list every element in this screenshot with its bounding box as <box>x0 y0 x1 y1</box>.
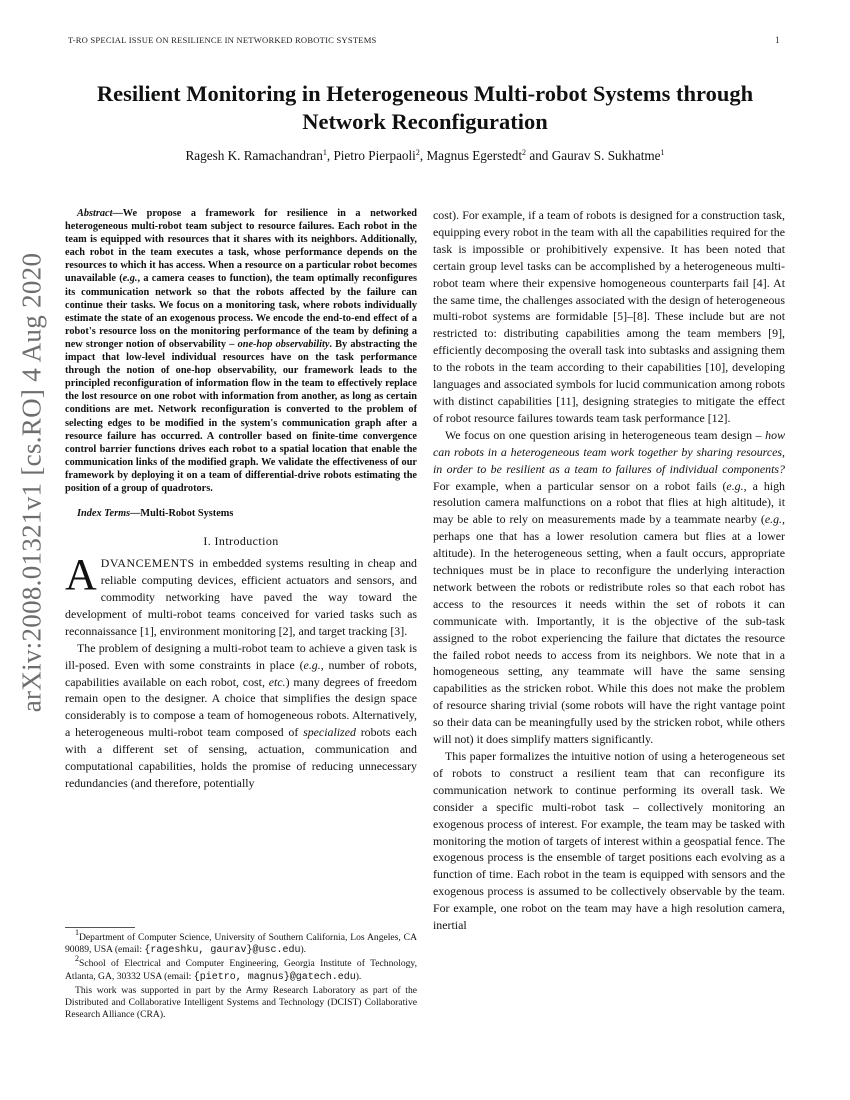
intro-p2-text-d: robots each with a different set of sensing, actuation, communication and computational capabilities, holds the promise of reducing unnecessary redundancies (and therefore, potentially <box>65 725 417 790</box>
title-block <box>70 80 780 164</box>
abstract-lead: Abstract <box>77 208 113 219</box>
abstract-text-2: , a camera ceases to function), the team optimally reconfigures its communication network so that the robots affected by the failure can continue their tasks. We focus on a monitoring task, where robots individually estimate the state of an exogenous process. We encode the end-to-end effect of a robot's resource loss on the monitoring performance of the team by defining a new stronger notion of observability – <box>65 273 417 350</box>
affiliation-mark: 2 <box>522 148 527 157</box>
footnote-mark: 2 <box>75 954 79 964</box>
running-head: T-RO SPECIAL ISSUE ON RESILIENCE IN NETWORKED ROBOTIC SYSTEMS <box>68 35 377 45</box>
author-separator: , <box>419 148 427 163</box>
right-p2-text-d: perhaps one that has a lower resolution camera but flies at a lower altitude). In the heterogeneous setting, when a fault occurs, appropriate techniques must be in place to reconfigure the underlying interaction network between the robots or redistribute roles so that each robot has access to the resources it needs within the set of robots it can communicate with. Importantly, it is the objective of the sub-task assigned to the robot experiencing the failure that dictates the resource the failed robot needs to access from its neighbors. We note that in a homogeneous setting, any teammate will have the same sensing capabilities as the stricken robot. While this does not make the problem of resource sharing trivial (some robots will have the right vantage point so their data can be meaningfully used by the stricken robot, while others will not) it does simplify matters significantly. <box>433 529 785 747</box>
footnote-funding: This work was supported in part by the Army Research Laboratory as part of the Distributed and Collaborative Intelligent Systems and Technology (DCIST) Collaborative Research Alliance (CRA). <box>65 984 417 1021</box>
footnote-2-text-a: School of Electrical and Computer Engineering, Georgia Institute of Technology, Atlanta, GA, 30332 USA (email: <box>65 958 417 982</box>
affiliation-mark: 1 <box>660 148 665 157</box>
author-conjunction: and <box>526 148 552 163</box>
intro-p2-specialized: specialized <box>303 725 356 740</box>
right-paragraph-1: cost). For example, if a team of robots is designed for a construction task, equipping every robot in the team with all the capabilities required for the task is impossible or prohibitively expensive. It has been noted that certain group level tasks can be accomplished by a heterogeneous multi-robot team where their expensive homogeneous counterparts fail [4]. At the same time, the challenges associated with the design of heterogeneous multi-robot systems are formidable [5]–[8]. These include but are not restricted to: distributing capabilities among the team members [9], efficiently decomposing the overall task into subtasks and assigning them to the robots in the team according to their capabilities [10], developing languages and associated symbols for lucid communication among robots with distinct capabilities [11], designing strategies to mitigate the effect of robot resource failures towards team task performance [12]. <box>433 208 785 425</box>
abstract-text-1: —We propose a framework for resilience in a networked heterogeneous multi-robot team subject to resource failures. Each robot in the team is equipped with resources that it shares with its neighbors. Additionally, each robot in the team executes a task, whose performance depends on the resources to which it has access. When a resource on a particular robot becomes unavailable ( <box>65 208 417 285</box>
intro-paragraph-1 <box>65 550 417 640</box>
right-p2-eg-2: e.g., <box>764 512 785 527</box>
author-1: Ragesh K. Ramachandran <box>185 148 323 163</box>
research-question: how can robots in a heterogeneous team work together by sharing resources, in order to be resilient as a team to failures of individual components? <box>433 427 785 476</box>
footnotes <box>65 927 417 1022</box>
intro-p2-etc: etc. <box>268 674 286 689</box>
right-paragraph-2 <box>433 427 785 748</box>
index-terms <box>65 507 417 520</box>
right-paragraph-3: This paper formalizes the intuitive notion of using a heterogeneous set of robots to construct a resilient team that can reconfigure its communication network to continue performing its overall task. We consider a specific multi-robot task – collectively monitoring an exogenous process of interest. For example, the team may be tasked with monitoring the motion of targets of interest within a geospatial fence. The exogenous process is the ensemble of target positions each evolving as a function of time. Each robot in the team is equipped with sensors and the exogenous process is assumed to be collectively observable by the team. For example, one robot on the team may have a high resolution camera, inertial <box>433 749 785 933</box>
affiliation-mark: 1 <box>322 148 327 157</box>
section-title: Introduction <box>214 534 279 549</box>
right-p2-text-b: For example, when a particular sensor on a robot fails ( <box>433 478 727 493</box>
footnote-2-text-b: ). <box>355 970 362 982</box>
first-word-rest: DVANCEMENTS <box>100 556 195 571</box>
affiliation-mark: 2 <box>415 148 420 157</box>
author-2: Pietro Pierpaoli <box>333 148 416 163</box>
intro-p2-text-b: number of robots, capabilities available on each robot, cost, <box>65 657 417 689</box>
right-p2-text-a: We focus on one question arising in heterogeneous team design – <box>445 427 766 442</box>
abstract-eg: e.g. <box>122 273 138 285</box>
intro-p1-text: in embedded systems resulting in cheap and reliable computing devices, efficient actuators and sensors, and commodity networking have paved the way toward the development of multi-robot teams conceived for varied tasks such as reconnaissance [1], environment monitoring [2], and target tracking [3]. <box>65 556 417 638</box>
right-p2-eg-1: e.g., <box>726 478 747 493</box>
author-line <box>70 147 780 164</box>
page-number: 1 <box>775 35 780 45</box>
paper-title: Resilient Monitoring in Heterogeneous Multi-robot Systems through Network Reconfiguration <box>96 81 754 134</box>
drop-cap: A <box>65 550 97 600</box>
intro-p2-text-a: The problem of designing a multi-robot team to achieve a given task is ill-posed. Even with some constraints in place ( <box>65 640 417 672</box>
index-terms-lead: Index Terms <box>77 508 131 520</box>
abstract <box>65 207 417 495</box>
footnote-2 <box>65 954 417 983</box>
arxiv-stamp <box>2 252 62 713</box>
author-separator: , <box>326 148 334 163</box>
footnote-1-email: {rageshku, gaurav}@usc.edu <box>144 945 301 957</box>
footnote-1-text-b: ). <box>300 944 307 956</box>
author-4: Gaurav S. Sukhatme <box>551 148 661 163</box>
abstract-text-3: . By abstracting the impact that low-level individual resources have on the task performance through the notion of one-hop observability, our framework leads to the principled reconfiguration of information flow in the team to effectively replace the lost resource on one robot with information from another, as long as certain conditions are met. Network reconfiguration is converted to the problem of selecting edges to be modified in the system's communication graph after a resource failure has occurred. A controller based on finite-time convergence control barrier functions drives each robot to a spatial location that enable the communication links of the modified graph. We validate the effectiveness of our framework by deploying it on a team of differential-drive robots estimating the position of a group of quadrotors. <box>65 338 417 494</box>
footnote-mark: 1 <box>75 928 79 937</box>
right-column <box>433 207 785 1055</box>
section-number: I. <box>203 534 212 549</box>
right-p2-text-c: a high resolution camera malfunctions on a robot that flies at high altitude), it may be able to rely on measurements made by a teammate nearby ( <box>433 478 785 527</box>
author-3: Magnus Egerstedt <box>426 148 523 163</box>
footnote-2-email: {pietro, magnus}@gatech.edu <box>193 971 356 983</box>
abstract-term: one-hop observability <box>237 338 330 350</box>
intro-p2-text-c: ) many degrees of freedom remain open to the designer. A choice that simplifies the design space considerably is to compose a team of homogeneous robots. Alternatively, a heterogeneous multi-robot team composed of <box>65 674 417 740</box>
footnote-1 <box>65 928 417 957</box>
intro-paragraph-2 <box>65 640 417 792</box>
section-heading-introduction <box>65 534 417 549</box>
intro-p2-eg: e.g., <box>303 657 324 672</box>
footnote-1-text-a: Department of Computer Science, University of Southern California, Los Angeles, CA 90089, USA (email: <box>65 932 417 956</box>
index-terms-text: —Multi-Robot Systems <box>130 508 234 520</box>
arxiv-stamp-text: arXiv:2008.01321v1 [cs.RO] 4 Aug 2020 <box>16 252 47 713</box>
